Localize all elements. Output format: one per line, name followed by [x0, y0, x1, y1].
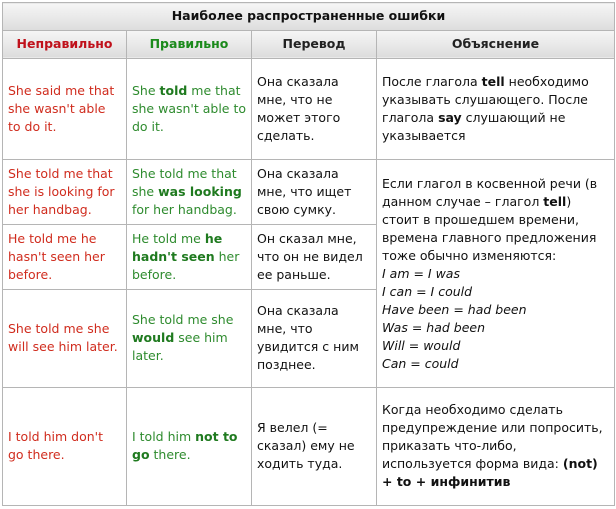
right-highlight: would — [132, 330, 175, 346]
header-explanation: Объяснение — [377, 30, 615, 58]
tense-rule: Will = would — [382, 337, 461, 353]
translation-cell: Я велел (= сказал) ему не ходить туда. — [252, 387, 377, 505]
right-text: there. — [149, 447, 191, 463]
right-cell — [127, 225, 252, 290]
right-text: see him later. — [132, 330, 228, 364]
right-cell — [127, 160, 252, 225]
explanation-highlight: tell — [481, 73, 505, 89]
table-row — [3, 58, 615, 160]
wrong-cell: She told me she will see him later. — [3, 289, 127, 387]
explanation-text: необходимо указывать слушающего. После глагола — [382, 73, 589, 125]
explanation-highlight: say — [438, 109, 462, 125]
translation-cell: Она сказала мне, что не может этого сделать. — [252, 58, 377, 160]
table-row — [3, 387, 615, 505]
right-cell — [127, 387, 252, 505]
translation-cell: Он сказал мне, что он не видел ее раньше. — [252, 225, 377, 290]
explanation-text: Когда необходимо сделать предупреждение или попросить, приказать что-либо, используется форма вида: — [382, 402, 603, 472]
header-wrong: Неправильно — [3, 30, 127, 58]
right-highlight: not to go — [132, 429, 238, 463]
explanation-text: слушающий не указывается — [382, 109, 566, 143]
wrong-cell: He told me he hasn't seen her before. — [3, 225, 127, 290]
right-text: She told me she — [132, 312, 234, 328]
explanation-cell — [377, 387, 615, 505]
explanation-cell — [377, 58, 615, 160]
explanation-text: После глагола — [382, 73, 482, 89]
right-text: for her handbag. — [132, 202, 237, 218]
table-title: Наиболее распространенные ошибки — [3, 3, 615, 31]
right-text: She — [132, 82, 160, 98]
table-row — [3, 160, 615, 225]
translation-cell: Она сказала мне, что увидится с ним позднее. — [252, 289, 377, 387]
right-text: She told me that she — [132, 166, 237, 200]
right-text: her before. — [132, 249, 240, 283]
right-cell — [127, 58, 252, 160]
tense-rule: Was = had been — [382, 319, 485, 335]
tense-rule: Have been = had been — [382, 301, 527, 317]
explanation-text: ) стоит в прошедшем времени, времена главного предложения тоже обычно изменяются: — [382, 193, 597, 263]
right-cell — [127, 289, 252, 387]
wrong-cell: She told me that she is looking for her handbag. — [3, 160, 127, 225]
wrong-cell: I told him don't go there. — [3, 387, 127, 505]
explanation-cell — [377, 160, 615, 387]
errors-table — [2, 2, 615, 506]
tense-rule: I can = I could — [382, 283, 473, 299]
right-highlight: he hadn't seen — [132, 231, 223, 265]
explanation-highlight: tell — [543, 193, 567, 209]
right-text: I told him — [132, 429, 196, 445]
right-highlight: was looking — [158, 184, 242, 200]
translation-cell: Она сказала мне, что ищет свою сумку. — [252, 160, 377, 225]
explanation-text: Если глагол в косвенной речи (в данном случае – глагол — [382, 175, 598, 209]
header-right: Правильно — [127, 30, 252, 58]
tense-rule: Can = could — [382, 355, 459, 371]
explanation-highlight: (not) + to + инфинитив — [382, 456, 598, 490]
wrong-cell: She said me that she wasn't able to do it. — [3, 58, 127, 160]
header-translation: Перевод — [252, 30, 377, 58]
right-highlight: told — [159, 82, 188, 98]
tense-rule: I am = I was — [382, 265, 460, 281]
right-text: me that she wasn't able to do it. — [132, 82, 247, 134]
right-text: He told me — [132, 231, 205, 247]
